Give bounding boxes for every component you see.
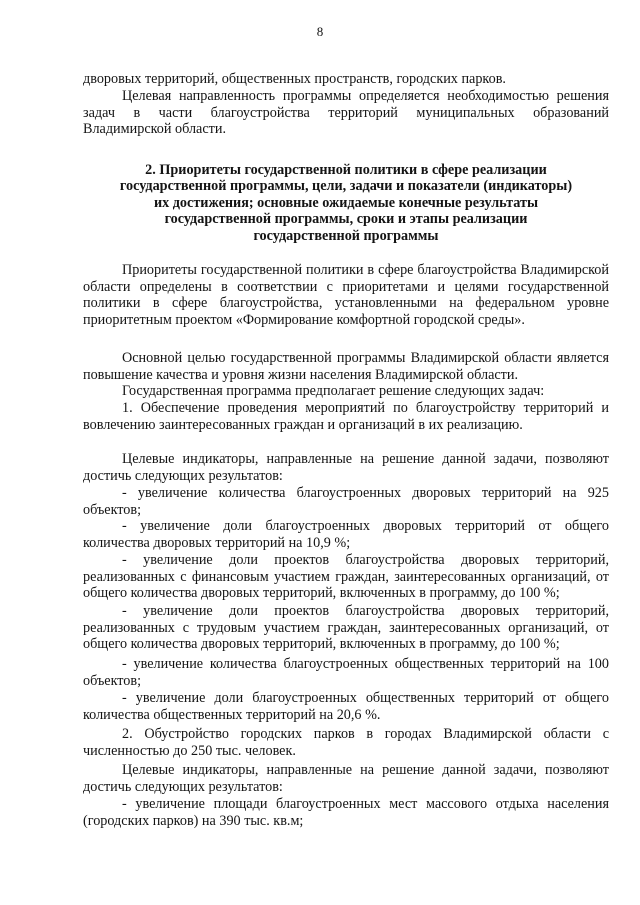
- task-1-item: - увеличение доли благоустроенных общественных территорий от общего количества общественных территорий на 20,6 %.: [83, 690, 609, 723]
- task-1-item: - увеличение доли проектов благоустройства дворовых территорий, реализованных с трудовым участием граждан, заинтересованных организаций, от общего количества дворовых территорий, включенных в программу, до 100 %;: [83, 603, 609, 653]
- task-2: 2. Обустройство городских парков в городах Владимирской области с численностью до 250 тыс. человек.: [83, 726, 609, 759]
- section-heading-line: 2. Приоритеты государственной политики в сфере реализации: [145, 162, 547, 178]
- task-1-indicators: Целевые индикаторы, направленные на решение данной задачи, позволяют достичь следующих результатов:: [83, 451, 609, 484]
- task-1-item: - увеличение количества благоустроенных дворовых территорий на 925 объектов;: [83, 485, 609, 518]
- task-1-item: - увеличение доли благоустроенных дворовых территорий от общего количества дворовых территорий на 10,9 %;: [83, 518, 609, 551]
- priorities-paragraph: Приоритеты государственной политики в сфере благоустройства Владимирской области определены в соответствии с приоритетами и целями государственной политики в сфере благоустройства, установленными на федеральном уровне приоритетным проектом «Формирование комфортной городской среды».: [83, 262, 609, 328]
- section-heading-line: государственной программы, сроки и этапы реализации: [164, 211, 528, 228]
- task-2-item: - увеличение площади благоустроенных мест массового отдыха населения (городских парков) на 390 тыс. кв.м;: [83, 796, 609, 829]
- section-heading-line: их достижения; основные ожидаемые конечные результаты: [153, 194, 539, 211]
- task-1-item: - увеличение доли проектов благоустройства дворовых территорий, реализованных с финансовым участием граждан, заинтересованных организаций, от общего количества дворовых территорий, включенных в программу, до 100 %;: [83, 552, 609, 602]
- task-2-indicators: Целевые индикаторы, направленные на решение данной задачи, позволяют достичь следующих результатов:: [83, 762, 609, 795]
- section-heading: [83, 162, 609, 244]
- tasks-intro: Государственная программа предполагает решение следующих задач:: [122, 383, 545, 399]
- task-1-item: - увеличение количества благоустроенных общественных территорий на 100 объектов;: [83, 656, 609, 689]
- section-heading-line: государственной программы: [253, 227, 439, 244]
- task-1: 1. Обеспечение проведения мероприятий по благоустройству территорий и вовлечению заинтересованных граждан и организаций в их реализацию.: [83, 400, 609, 433]
- goal-paragraph: Основной целью государственной программы Владимирской области является повышение качества и уровня жизни населения Владимирской области.: [83, 350, 609, 383]
- intro-line: дворовых территорий, общественных пространств, городских парков.: [83, 71, 506, 87]
- page-number: 8: [316, 24, 324, 39]
- intro-paragraph: Целевая направленность программы определяется необходимостью решения задач в части благоустройства территорий муниципальных образований Владимирской области.: [83, 88, 609, 138]
- section-heading-line: государственной программы, цели, задачи и показатели (индикаторы): [119, 178, 573, 195]
